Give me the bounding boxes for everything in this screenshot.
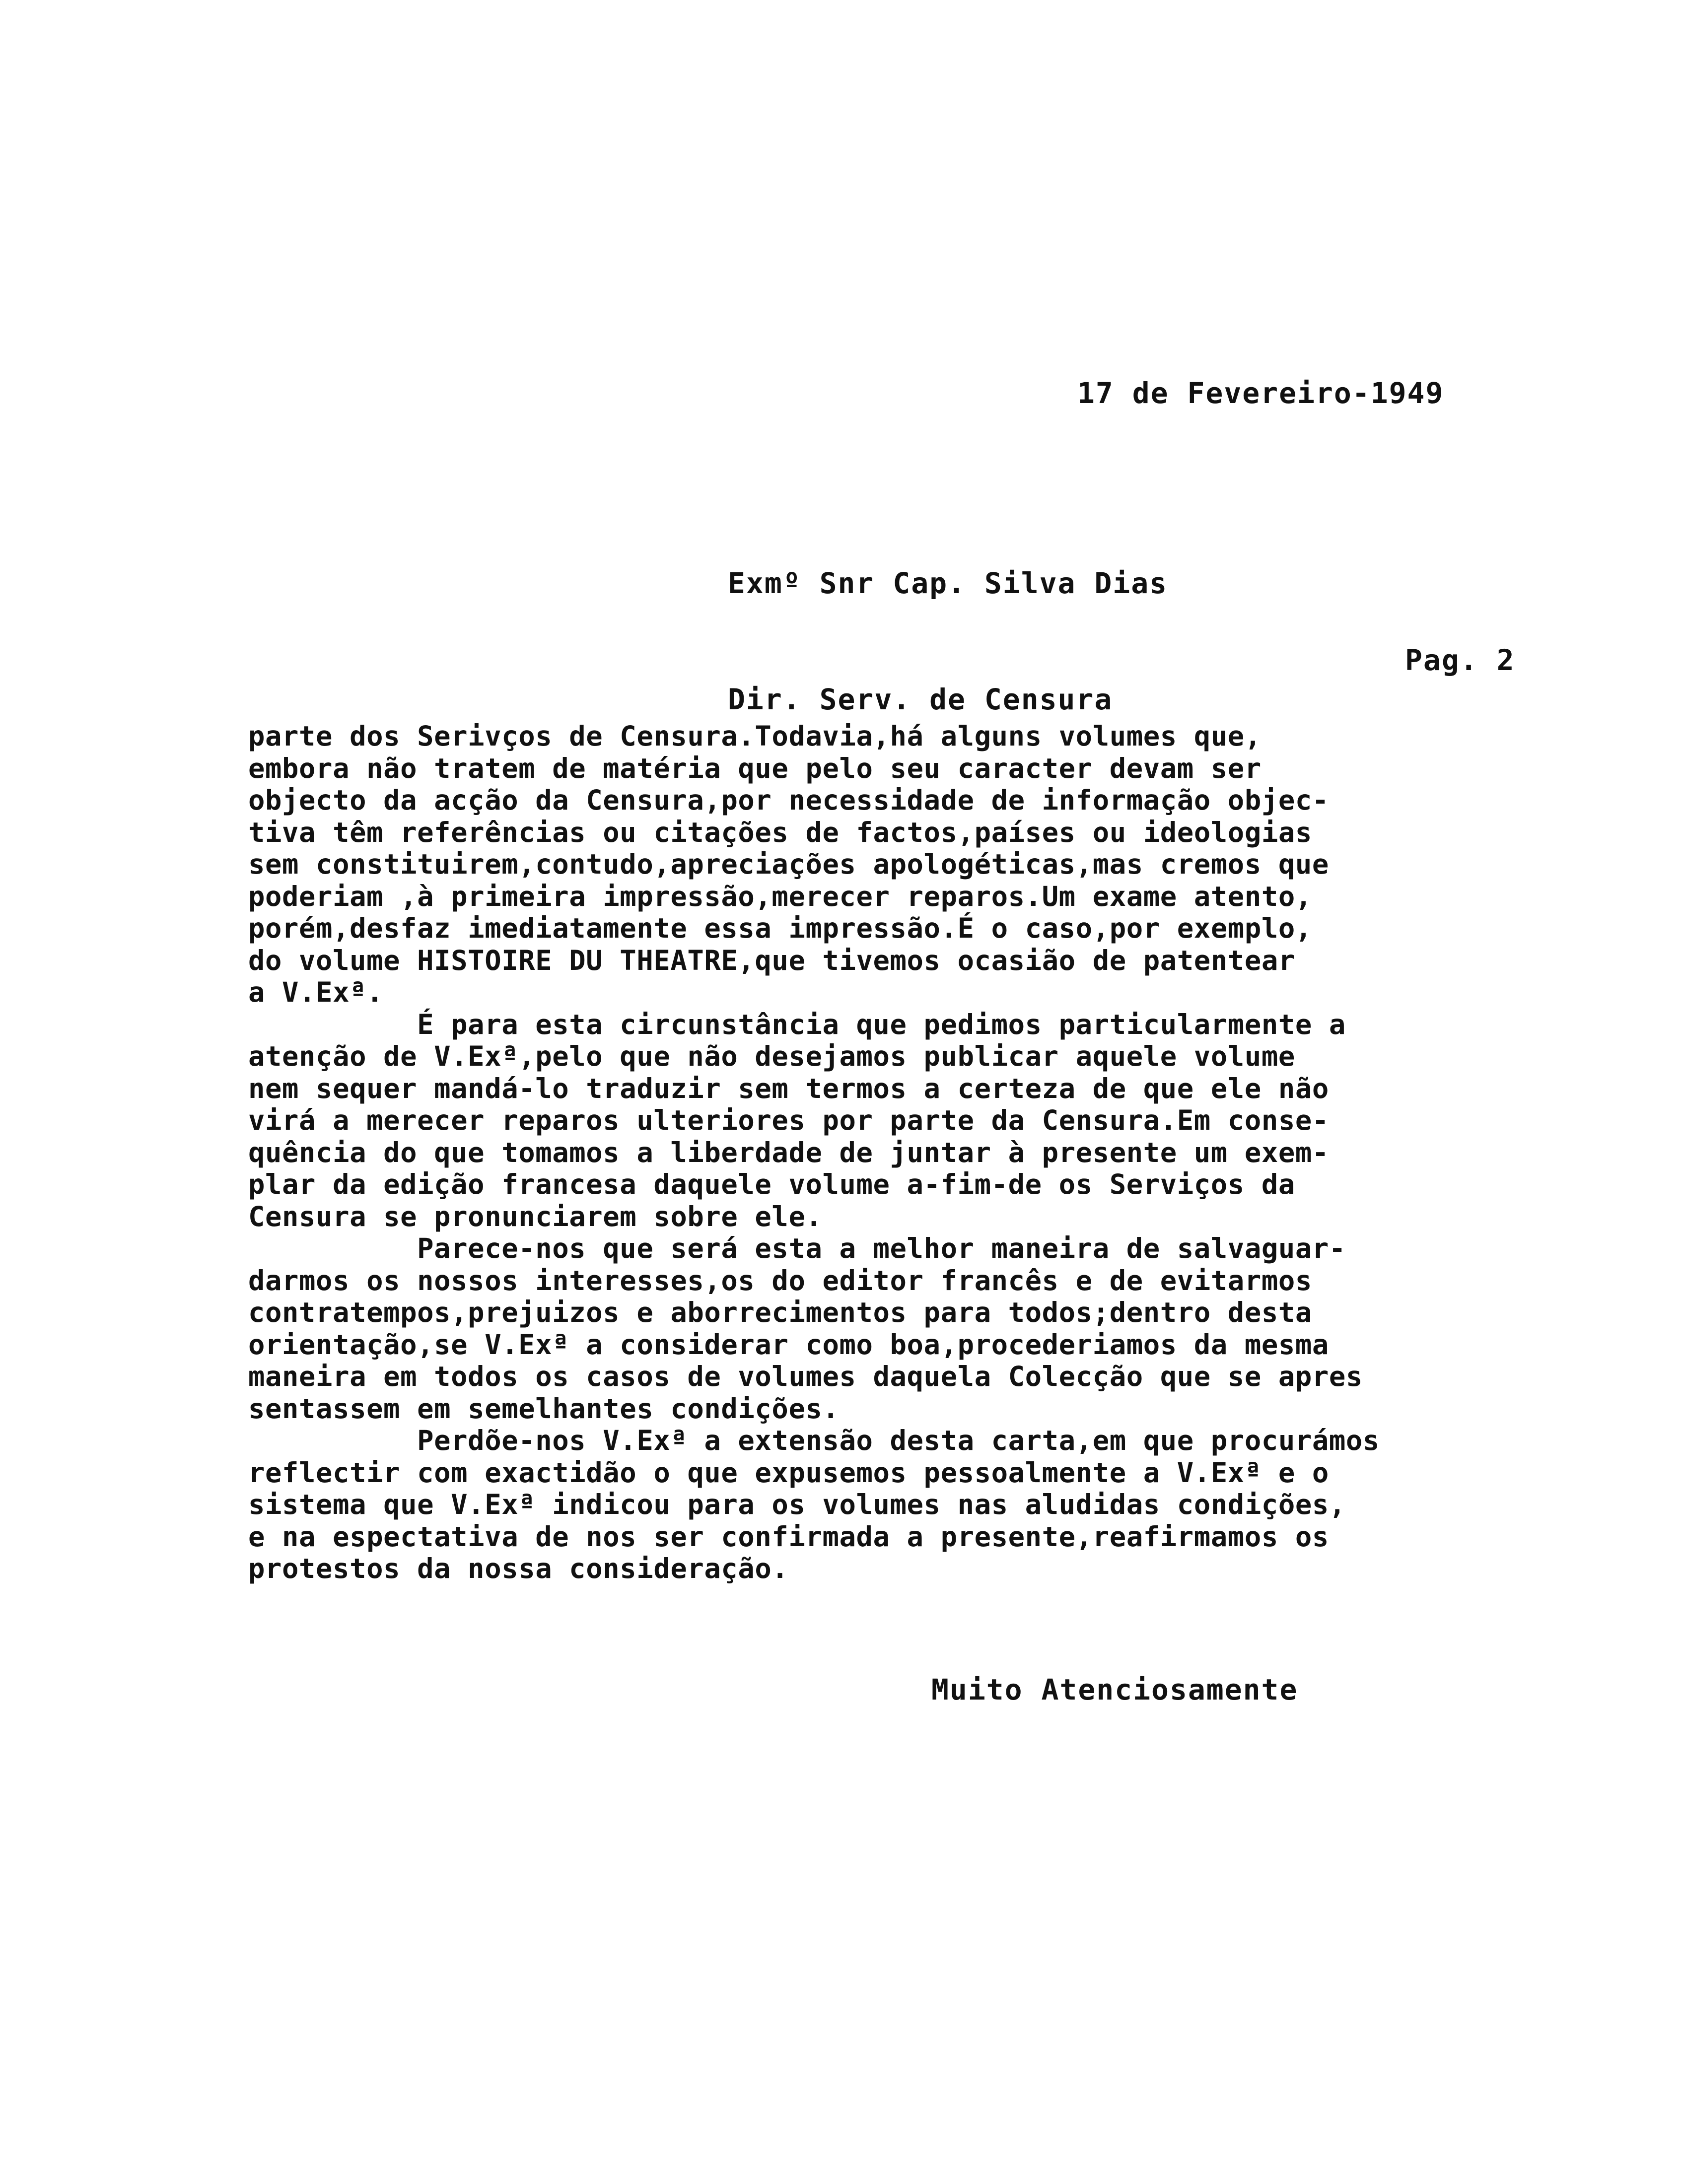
body-line: orientação,se V.Exª a considerar como boa,procederiamos da mesma: [248, 1328, 1329, 1361]
letter-body: [248, 721, 1559, 1585]
body-line: virá a merecer reparos ulteriores por parte da Censura.Em conse-: [248, 1104, 1329, 1137]
body-line: e na espectativa de nos ser confirmada a presente,reafirmamos os: [248, 1520, 1329, 1553]
body-line: sentassem em semelhantes condições.: [248, 1392, 840, 1425]
body-line: nem sequer mandá-lo traduzir sem termos a certeza de que ele não: [248, 1072, 1329, 1105]
body-line: maneira em todos os casos de volumes daquela Colecção que se apres: [248, 1361, 1363, 1393]
body-line: darmos os nossos interesses,os do editor francês e de evitarmos: [248, 1264, 1312, 1297]
body-line: parte dos Serivços de Censura.Todavia,há alguns volumes que,: [248, 720, 1262, 752]
body-line: poderiam ,à primeira impressão,merecer reparos.Um exame atento,: [248, 880, 1312, 913]
addressee-title: Dir. Serv. de Censura: [728, 682, 1113, 716]
body-line: objecto da acção da Censura,por necessidade de informação objec-: [248, 784, 1329, 817]
body-line: protestos da nossa consideração.: [248, 1553, 789, 1585]
body-line: atenção de V.Exª,pelo que não desejamos publicar aquele volume: [248, 1040, 1295, 1073]
letter-date: 17 de Fevereiro-1949: [1077, 376, 1444, 410]
body-line: Parece-nos que será esta a melhor maneira de salvaguar-: [248, 1232, 1346, 1265]
body-line: do volume HISTOIRE DU THEATRE,que tivemos ocasião de patentear: [248, 944, 1295, 977]
body-line: porém,desfaz imediatamente essa impressão.É o caso,por exemplo,: [248, 912, 1312, 945]
body-line: É para esta circunstância que pedimos particularmente a: [248, 1008, 1346, 1041]
body-line: reflectir com exactidão o que expusemos pessoalmente a V.Exª e o: [248, 1456, 1329, 1489]
body-line: sistema que V.Exª indicou para os volumes nas aludidas condições,: [248, 1489, 1346, 1521]
body-line: contratempos,prejuizos e aborrecimentos para todos;dentro desta: [248, 1297, 1312, 1329]
body-line: quência do que tomamos a liberdade de juntar à presente um exem-: [248, 1136, 1329, 1169]
body-line: plar da edição francesa daquele volume a-fim-de os Serviços da: [248, 1168, 1295, 1201]
body-line: a V.Exª.: [248, 976, 384, 1009]
body-line: Censura se pronunciarem sobre ele.: [248, 1200, 823, 1233]
body-line: Perdõe-nos V.Exª a extensão desta carta,em que procurámos: [248, 1425, 1380, 1457]
body-line: sem constituirem,contudo,apreciações apologéticas,mas cremos que: [248, 848, 1329, 881]
addressee-name: Exmº Snr Cap. Silva Dias: [728, 566, 1168, 600]
page-number: Pag. 2: [1405, 643, 1515, 677]
body-line: embora não tratem de matéria que pelo seu caracter devam ser: [248, 752, 1262, 785]
body-line: tiva têm referências ou citações de factos,países ou ideologias: [248, 816, 1312, 849]
closing-salutation: Muito Atenciosamente: [931, 1673, 1298, 1706]
